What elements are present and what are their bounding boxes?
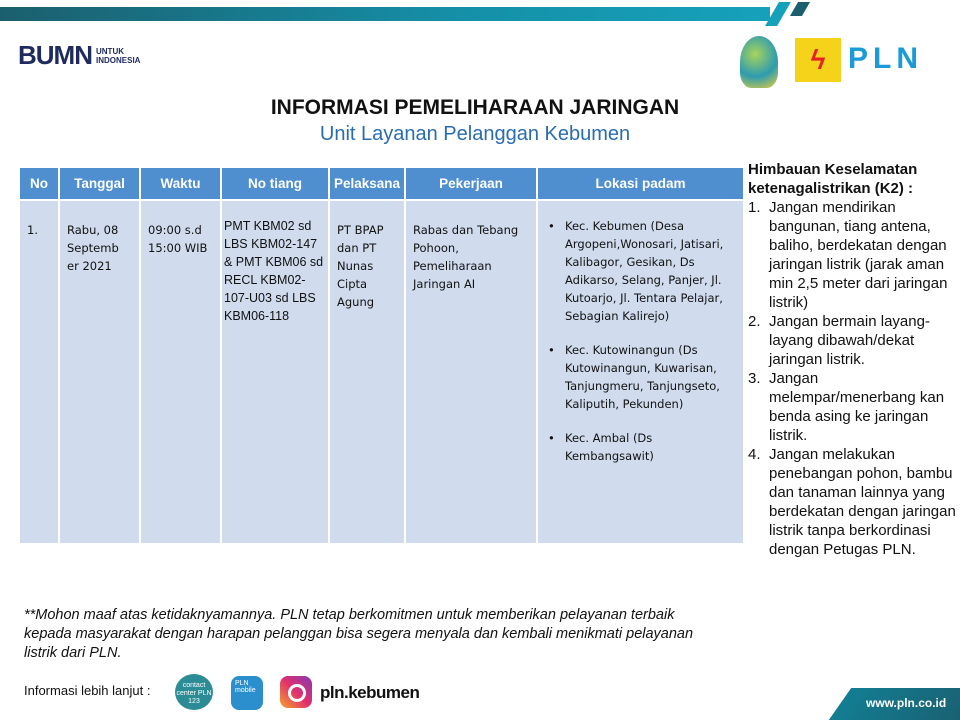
info-label: Informasi lebih lanjut : xyxy=(24,683,151,698)
cell-no: 1. xyxy=(20,201,58,543)
table-header-row xyxy=(20,168,743,201)
instagram-handle[interactable]: pln.kebumen xyxy=(320,683,420,702)
cell-pelaksana: PT BPAP dan PT Nunas Cipta Agung xyxy=(330,201,404,543)
bumn-logo xyxy=(18,40,148,71)
apology-note: **Mohon maaf atas ketidaknyamannya. PLN tetap berkomitmen untuk memberikan pelayanan terbaik kepada masyarakat dengan harapan pelanggan bisa segera menyala dan kembali menikmati pelayanan listrik dari PLN. xyxy=(24,607,694,661)
column-header: Lokasi padam xyxy=(538,168,743,201)
maintenance-table xyxy=(18,168,745,543)
list-item: • Kec. Kebumen (Desa Argopeni,Wonosari, Jatisari, Kalibagor, Gesikan, Ds Adikarso, Selang, Panjer, Jl. Kutoarjo, Jl. Tentara Pelajar, Sebagian Kalirejo) xyxy=(538,217,739,325)
lightbulb-logo-icon xyxy=(740,36,778,88)
page-title: INFORMASI PEMELIHARAAN JARINGAN xyxy=(270,96,680,119)
pln-logo: PLN xyxy=(848,42,923,75)
column-header: Tanggal xyxy=(60,168,139,201)
page-subtitle: Unit Layanan Pelanggan Kebumen xyxy=(319,123,631,145)
banner-decoration xyxy=(790,2,810,16)
list-item: • Kec. Ambal (Ds Kembangsawit) xyxy=(538,429,739,465)
item-text: Jangan melakukan penebangan pohon, bambu dan tanaman lainnya yang berdekatan dengan jaringan listrik tanpa berkordinasi dengan Petugas PLN. xyxy=(769,446,956,558)
cell-tanggal: Rabu, 08 Septemb er 2021 xyxy=(60,201,139,543)
list-item: • Kec. Kutowinangun (Ds Kutowinangun, Kuwarisan, Tanjungmeru, Tanjungseto, Kaliputih, Pekunden) xyxy=(538,341,739,413)
list-item xyxy=(748,312,958,369)
column-header: No tiang xyxy=(222,168,328,201)
list-item xyxy=(748,445,958,559)
pln-mobile-icon[interactable]: PLN mobile xyxy=(231,676,263,710)
item-text: Jangan mendirikan bangunan, tiang antena, baliho, berdekatan dengan jaringan listrik (jarak aman min 2,5 meter dari jaringan listrik) xyxy=(769,199,948,311)
item-number: 2. xyxy=(748,313,761,330)
cell-no-tiang: PMT KBM02 sd LBS KBM02-147 & PMT KBM06 sd RECL KBM02-107-U03 sd LBS KBM06-118 xyxy=(222,201,328,543)
item-text: Jangan bermain layang-layang dibawah/dekat jaringan listrik. xyxy=(769,313,930,368)
top-banner-bar xyxy=(0,7,770,21)
cell-waktu: 09:00 s.d 15:00 WIB xyxy=(141,201,220,543)
column-header: Waktu xyxy=(141,168,220,201)
table-row xyxy=(20,201,743,543)
safety-title: Himbauan Keselamatan ketenagalistrikan (K2) : xyxy=(748,161,918,197)
list-item xyxy=(748,369,958,445)
item-text: Jangan melempar/menerbang kan benda asing ke jaringan listrik. xyxy=(769,370,945,444)
safety-panel xyxy=(748,160,958,559)
cell-lokasi xyxy=(538,201,743,543)
bumn-logo-text: BUMN xyxy=(18,40,92,70)
item-number: 4. xyxy=(748,446,761,463)
column-header: Pekerjaan xyxy=(406,168,536,201)
website-link[interactable]: www.pln.co.id xyxy=(866,696,947,710)
item-number: 3. xyxy=(748,370,761,387)
column-header: Pelaksana xyxy=(330,168,404,201)
list-item xyxy=(748,198,958,312)
item-number: 1. xyxy=(748,199,761,216)
column-header: No xyxy=(20,168,58,201)
bumn-logo-subtext: UNTUK INDONESIA xyxy=(96,46,141,65)
pln-lightning-icon: ϟ xyxy=(795,38,841,82)
cell-pekerjaan: Rabas dan Tebang Pohoon, Pemeliharaan Jaringan AI xyxy=(406,201,536,543)
instagram-icon[interactable] xyxy=(280,676,312,708)
contact-center-icon[interactable]: contact center PLN 123 xyxy=(175,674,213,710)
